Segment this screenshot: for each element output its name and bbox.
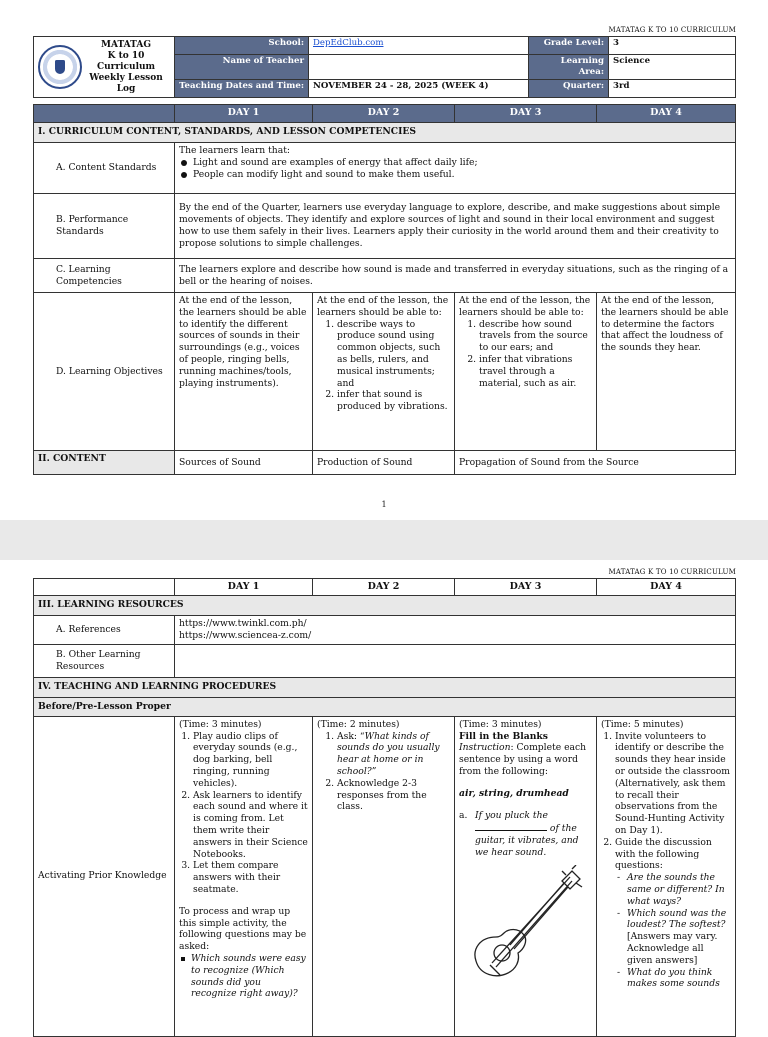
content-day1: Sources of Sound	[175, 451, 313, 475]
objective-day1: At the end of the lesson, the learners should be able to identify the different sources of sounds in their surroundings (e.g., voices of people, ringing bells, running machines/tools, playing instruments).	[175, 293, 313, 451]
other-resources-label: B. Other Learning Resources	[34, 644, 175, 677]
grade-value: 3	[609, 37, 736, 55]
quarter-label: Quarter:	[529, 80, 609, 98]
reference-link[interactable]: https://www.twinkl.com.ph/	[179, 617, 307, 629]
performance-standards-label: B. Performance Standards	[34, 194, 175, 259]
page-2	[0, 560, 768, 1024]
competencies-text: The learners explore and describe how sound is made and transferred in everyday situations, such as the ringing of a bell or the hearing of noises.	[175, 259, 736, 293]
list-item: 1. describe ways to produce sound using common objects, such as bells, rulers, and musical instruments; and	[337, 319, 450, 390]
list-item: 1. Ask: “What kinds of sounds do you usually hear at home or in school?”	[337, 731, 450, 778]
activity-day4: (Time: 5 minutes) 1. Invite volunteers to identify or describe the sounds they hear inside or outside the classroom (Alternatively, ask them to recall their observations from the Sound-Hunting Activity on Day 1). 2. Guide the discussion with the following questions: - Are the sounds the same or different? In what ways? - Which sound was the loudest? The softest? [Answers may vary. Acknowledge all given answers] - What do you think makes some sounds	[597, 716, 736, 1036]
curriculum-label: MATATAG K TO 10 CURRICULUM	[608, 568, 736, 576]
logo-cell	[34, 37, 175, 98]
section-title: I. CURRICULUM CONTENT, STANDARDS, AND LESSON COMPETENCIES	[34, 123, 736, 143]
content-day2: Production of Sound	[313, 451, 455, 475]
lesson-table-page1	[33, 104, 736, 475]
day-header: DAY 4	[597, 105, 736, 123]
list-item: 2. infer that vibrations travel through a material, such as air.	[479, 354, 592, 389]
header-table	[33, 36, 736, 98]
section-title: III. LEARNING RESOURCES	[34, 595, 736, 615]
content-section-title: II. CONTENT	[34, 451, 175, 475]
reference-link[interactable]: https://www.sciencea-z.com/	[179, 629, 312, 641]
content-standards-label: A. Content Standards	[34, 143, 175, 194]
objective-day4: At the end of the lesson, the learners should be able to determine the factors that affect the loudness of the sounds they hear.	[597, 293, 736, 451]
day-header: DAY 1	[175, 579, 313, 596]
activity-day1: (Time: 3 minutes) 1. Play audio clips of everyday sounds (e.g., dog barking, bell ringing, running vehicles). 2. Ask learners to identify each sound and where it is coming from. Let them write their answers in their Science Notebooks. 3. Let them compare answers with their seatmate. To process and wrap up this simple activity, the following questions may be asked: Which sounds were easy to recognize (Which sounds did you recognize right away)?	[175, 716, 313, 1036]
teacher-value	[309, 55, 529, 80]
content-standards-text: The learners learn that: Light and sound are examples of energy that affect daily life; People can modify light and sound to make them useful.	[175, 143, 736, 194]
day-header: DAY 3	[455, 579, 597, 596]
teacher-label: Name of Teacher	[175, 55, 309, 80]
list-item: 2. infer that sound is produced by vibrations.	[337, 389, 450, 413]
curriculum-label: MATATAG K TO 10 CURRICULUM	[608, 26, 736, 34]
blank-line	[475, 821, 547, 831]
deped-seal-icon	[38, 45, 82, 89]
list-item: - Which sound was the loudest? The softest? [Answers may vary. Acknowledge all given answers]	[627, 908, 731, 967]
day-header: DAY 4	[597, 579, 736, 596]
objective-day2: At the end of the lesson, the learners should be able to: 1. describe ways to produce sound using common objects, such as bells, rulers, and musical instruments; and 2. infer that sound is produced by vibrations.	[313, 293, 455, 451]
list-item: 2. Guide the discussion with the following questions: - Are the sounds the same or different? In what ways? - Which sound was the loudest? The softest? [Answers may vary. Acknowledge all given answers] - What do you think makes some sounds	[615, 837, 731, 990]
dates-label: Teaching Dates and Time:	[175, 80, 309, 98]
corner-cell	[34, 105, 175, 123]
logo-text: MATATAG K to 10 Curriculum Weekly Lesson Log	[89, 39, 163, 94]
quarter-value: 3rd	[609, 80, 736, 98]
list-item: - Are the sounds the same or different? In what ways?	[627, 872, 731, 907]
area-label: Learning Area:	[529, 55, 609, 80]
page-number: 1	[381, 500, 387, 509]
performance-standards-text: By the end of the Quarter, learners use everyday language to explore, describe, and make suggestions about simple movements of objects. They identify and explore sources of light and sound in their local environment and suggest how to use them safely in their lives. Learners apply their curiosity in the world around them and their creativity to propose solutions to simple challenges.	[175, 194, 736, 259]
lesson-table-page2	[33, 578, 736, 1037]
guitar-icon	[466, 865, 586, 983]
list-item: 3. Let them compare answers with their seatmate.	[193, 860, 308, 895]
objectives-label: D. Learning Objectives	[34, 293, 175, 451]
objective-day3: At the end of the lesson, the learners should be able to: 1. describe how sound travels from the source to our ears; and 2. infer that vibrations travel through a material, such as air.	[455, 293, 597, 451]
list-item: Which sounds were easy to recognize (Which sounds did you recognize right away)?	[179, 953, 308, 1000]
other-resources-value	[175, 644, 736, 677]
activity-day2: (Time: 2 minutes) 1. Ask: “What kinds of sounds do you usually hear at home or in school?” 2. Acknowledge 2-3 responses from the class.	[313, 716, 455, 1036]
school-label: School:	[175, 37, 309, 55]
references-list	[175, 615, 736, 644]
dates-value: NOVEMBER 24 - 28, 2025 (WEEK 4)	[309, 80, 529, 98]
content-day3: Propagation of Sound from the Source	[455, 451, 736, 475]
references-label: A. References	[34, 615, 175, 644]
activating-label: Activating Prior Knowledge	[34, 716, 175, 1036]
area-value: Science	[609, 55, 736, 80]
list-item: 1. describe how sound travels from the source to our ears; and	[479, 319, 592, 354]
word-bank: air, string, drumhead	[459, 787, 569, 799]
school-link[interactable]: DepEdClub.com	[313, 38, 384, 48]
competencies-label: C. Learning Competencies	[34, 259, 175, 293]
school-value	[309, 37, 529, 55]
corner-cell	[34, 579, 175, 596]
activity-day3: (Time: 3 minutes) Fill in the Blanks Instruction: Complete each sentence by using a word from the following: air, string, drumhead a. If you pluck the of the guitar, it vibrates, and we hear sound.	[455, 716, 597, 1036]
list-item: 2. Ask learners to identify each sound and where it is coming from. Let them write their answers in their Science Notebooks.	[193, 790, 308, 861]
day-header: DAY 2	[313, 579, 455, 596]
subsection-title: Before/Pre-Lesson Proper	[34, 697, 736, 716]
list-item: People can modify light and sound to make them useful.	[179, 169, 731, 181]
list-item: 2. Acknowledge 2-3 responses from the class.	[337, 778, 450, 813]
section-title: IV. TEACHING AND LEARNING PROCEDURES	[34, 677, 736, 697]
day-header: DAY 2	[313, 105, 455, 123]
grade-label: Grade Level:	[529, 37, 609, 55]
day-header: DAY 3	[455, 105, 597, 123]
list-item: - What do you think makes some sounds	[627, 967, 731, 991]
list-item: 1. Invite volunteers to identify or describe the sounds they hear inside or outside the classroom (Alternatively, ask them to recall their observations from the Sound-Hunting Activity on Day 1).	[615, 731, 731, 837]
list-item: Light and sound are examples of energy that affect daily life;	[179, 157, 731, 169]
list-item: 1. Play audio clips of everyday sounds (e.g., dog barking, bell ringing, running vehicles).	[193, 731, 308, 790]
page-gap	[0, 520, 768, 560]
day-header: DAY 1	[175, 105, 313, 123]
